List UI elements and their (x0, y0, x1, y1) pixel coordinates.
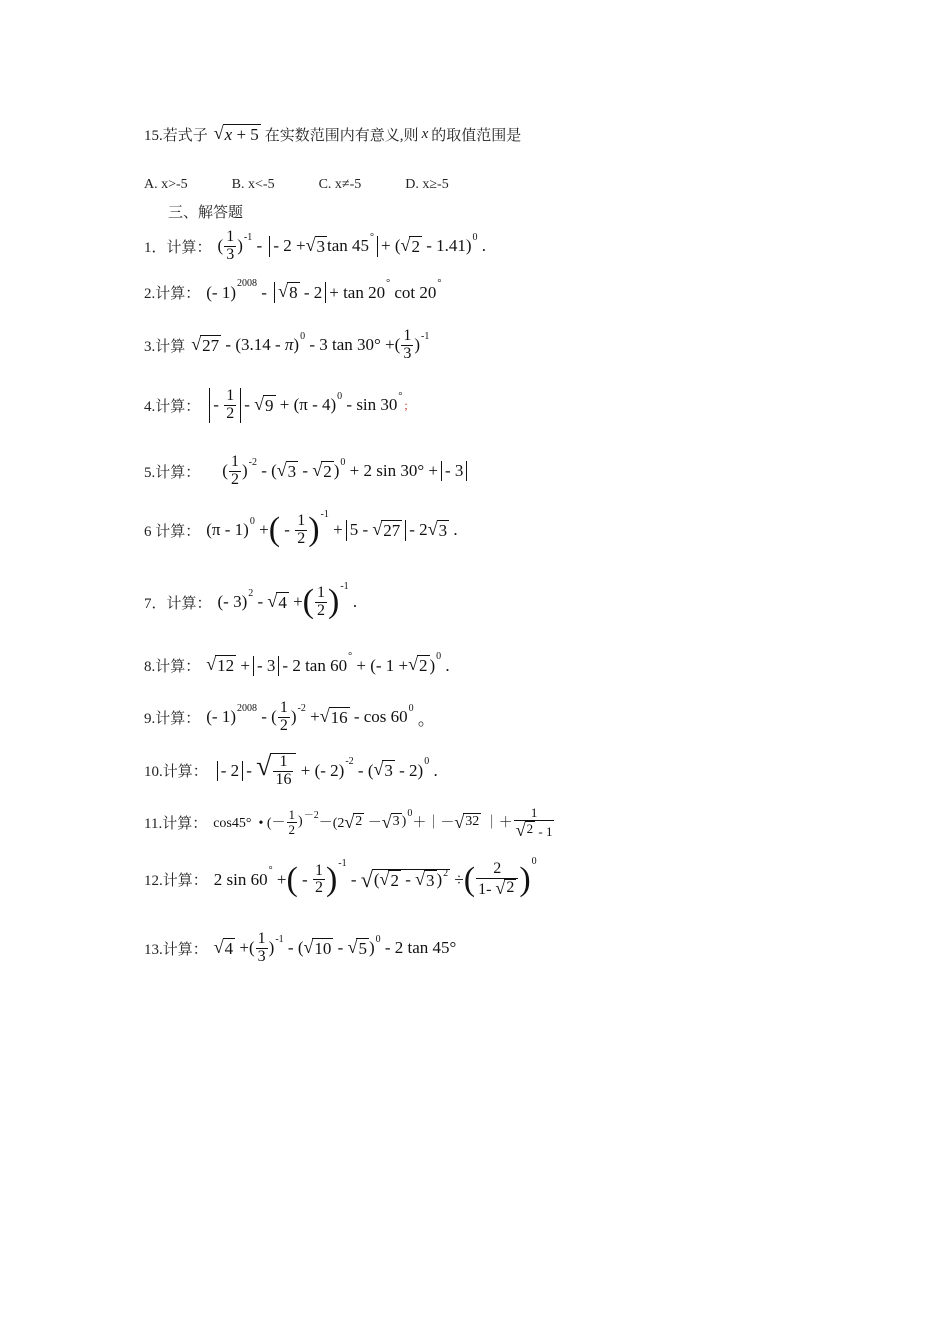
problem-1-expression: ( $\frac{1}{3}$ ) -1 - - 2 + √ 3 tan 45 ° + ( √ 2 - 1.41) 0 . (217, 228, 487, 263)
problem-7-label: 7．计算： (144, 595, 212, 612)
problem-4-expression: - $\frac{1}{2}$ - √ 9 + (π - 4) 0 - sin 30 ° ; (206, 388, 407, 423)
problem-5-label: 5.计算： (144, 464, 201, 481)
problem-10 (144, 753, 438, 789)
option-b: B. x<-5 (231, 177, 275, 192)
problem-11 (144, 806, 555, 839)
problem-4-label: 4.计算： (144, 398, 201, 415)
q15-sqrt: √ x + 5 (213, 123, 259, 144)
problem-11-label: 11.计算： (144, 815, 208, 832)
q15-var: x (421, 126, 429, 142)
problem-13 (144, 931, 456, 966)
problem-9-expression: (- 1) 2008 - ( $\frac{1}{2}$ ) -2 + √ 16 - cos 60 0 。 (206, 699, 435, 734)
q15-suffix: 在实数范围内有意义,则 (264, 128, 419, 144)
problem-6-expression: (π - 1) 0 + ( - $\frac{1}{2}$ ) -1 + 5 - √ 27 - 2 √ 3 . (206, 508, 458, 549)
question-15 (144, 124, 527, 145)
option-c: C. x≠-5 (318, 177, 362, 192)
problem-2-expression: (- 1) 2008 - √ 8 - 2 + tan 20 ° cot 20 ° (206, 278, 442, 302)
problem-12 (144, 856, 537, 899)
problem-3-expression: √ 27 - (3.14 - π ) 0 - 3 tan 30° +( $\frac{1}{3}$ ) -1 (191, 327, 430, 362)
problem-1 (144, 229, 486, 264)
problem-7 (144, 580, 358, 621)
problem-5-expression: ( $\frac{1}{2}$ ) -2 - ( √ 3 - √ 2 ) 0 + 2 sin 30° + - 3 (222, 454, 470, 489)
problem-12-label: 12.计算： (144, 873, 208, 890)
problem-9-label: 9.计算： (144, 710, 201, 727)
problem-4 (144, 388, 408, 423)
problem-3 (144, 328, 429, 363)
problem-7-expression: (- 3) 2 - √ 4 + ( $\frac{1}{2}$ ) -1 . (217, 580, 358, 621)
problem-5 (144, 454, 470, 489)
problem-9 (144, 700, 435, 735)
problem-11-expression: cos45° • (－ $\frac{1}{2}$ ) －2 －(2 √ 2 － √ 3 ) 0 ＋｜－ √ 32 ｜＋ 1 √ 2 - 1 (213, 805, 553, 840)
q15-suffix2: 的取值范围是 (431, 128, 522, 144)
problem-6 (144, 508, 458, 549)
problem-2 (144, 278, 442, 303)
problem-6-label: 6 计算： (144, 523, 201, 540)
problem-10-expression: - 2 - √ $\frac{1}{16}$ + (- 2) -2 - ( √ 3 - 2) 0 . (214, 753, 438, 789)
q15-prefix: 15.若式子 (144, 128, 208, 144)
section-title (168, 201, 249, 222)
problem-13-label: 13.计算： (144, 941, 208, 958)
problem-8 (144, 651, 450, 676)
problem-1-label: 1．计算： (144, 239, 212, 256)
q15-options (144, 177, 493, 193)
problem-8-label: 8.计算： (144, 659, 201, 675)
problem-10-label: 10.计算： (144, 764, 208, 781)
section-title-text: 三、解答题 (168, 205, 244, 221)
problem-2-label: 2.计算： (144, 286, 201, 302)
problem-12-expression: 2 sin 60 ° + ( - $\frac{1}{2}$ ) -1 - √ ( √ 2 - √ 3 )$^2$ ÷ ( 2 1- √ 2 ) 0 (213, 856, 537, 898)
problem-13-expression: √ 4 +( $\frac{1}{3}$ ) -1 - ( √ 10 - √ 5 ) 0 - 2 tan 45° (213, 930, 457, 965)
problem-3-label: 3.计算 (144, 338, 186, 355)
problem-8-expression: √ 12 + - 3 - 2 tan 60 ° + (- 1 + √ 2 ) 0 . (206, 651, 450, 675)
option-a: A. x>-5 (144, 177, 188, 192)
option-d: D. x≥-5 (405, 177, 449, 192)
